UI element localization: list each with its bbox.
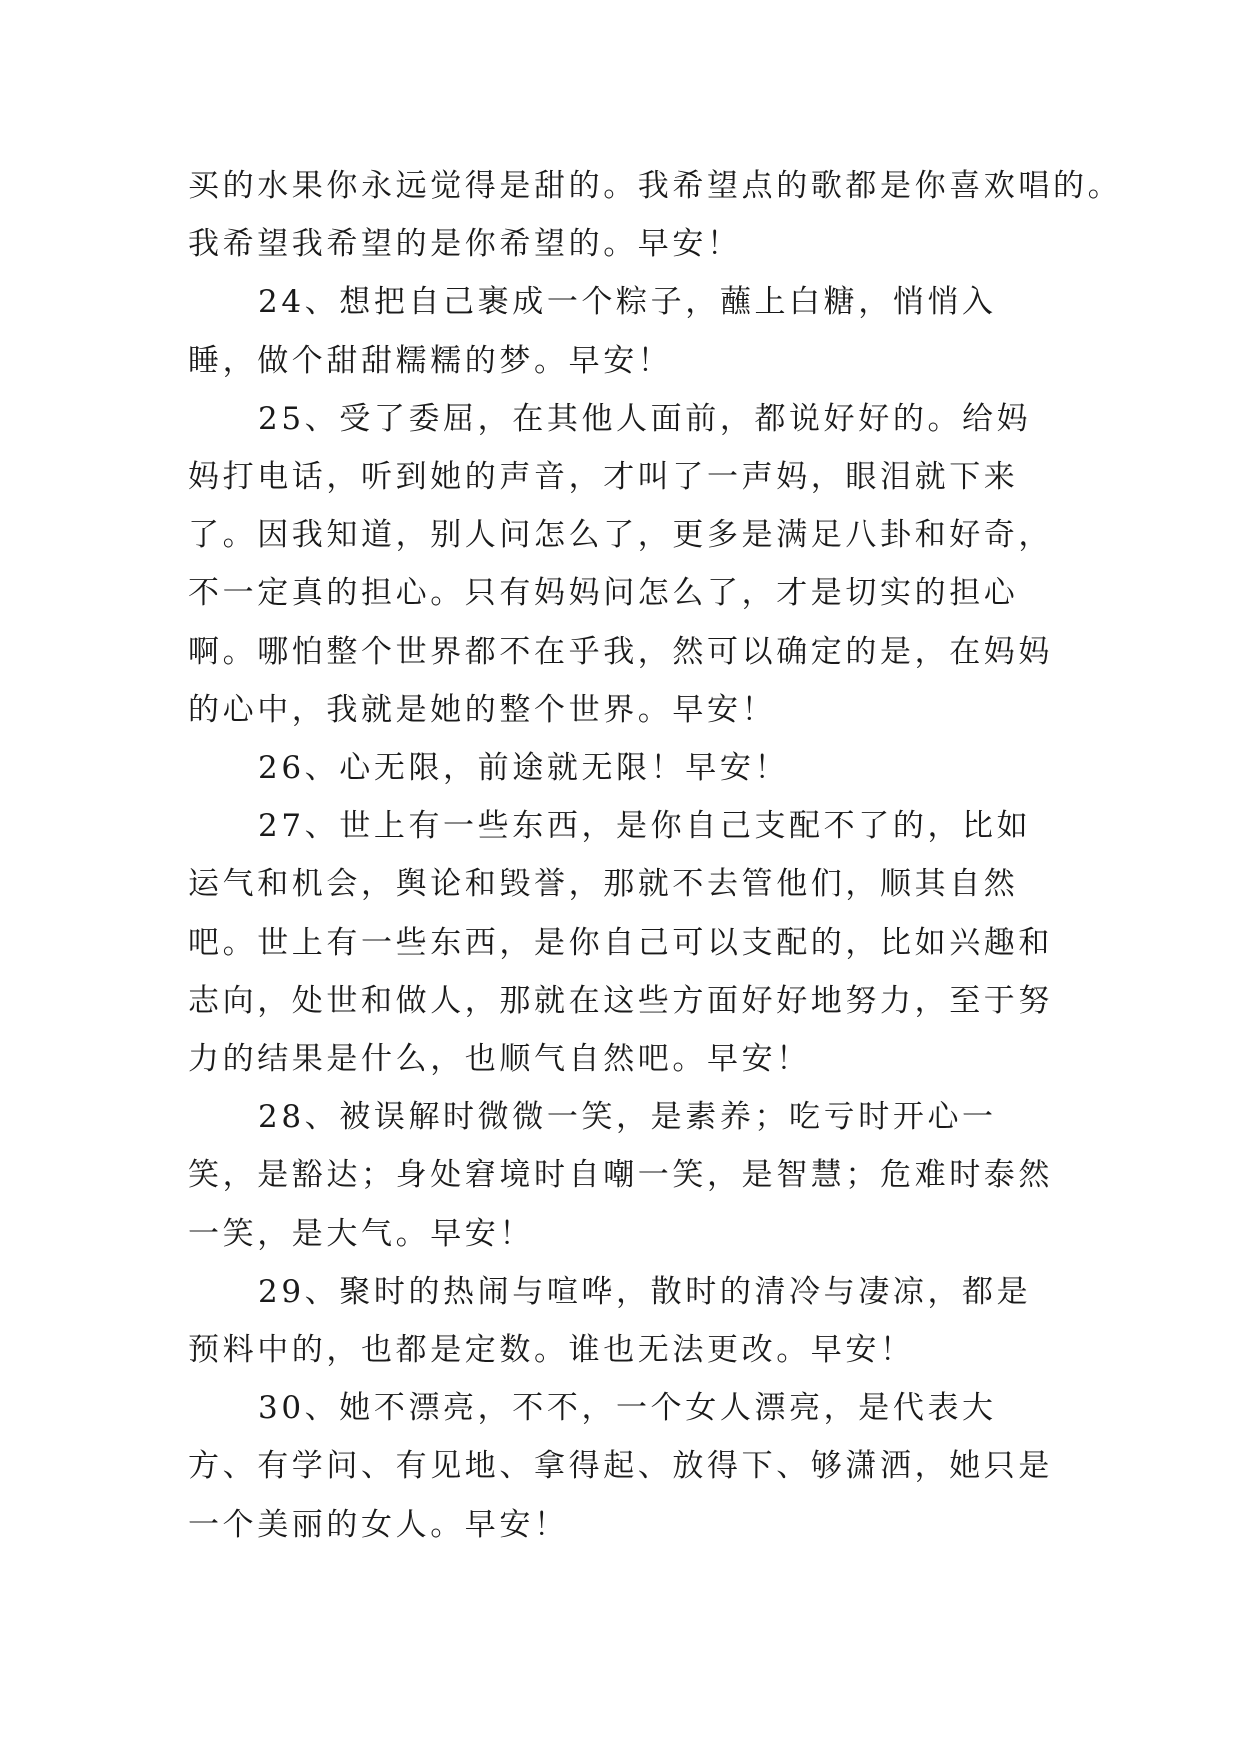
- paragraph-30: 30、她不漂亮，不不，一个女人漂亮，是代表大方、有学问、有见地、拿得起、放得下、够潇洒，她只是一个美丽的女人。早安！: [188, 1390, 1053, 1543]
- paragraph-26: 26、心无限，前途就无限！早安！: [258, 750, 790, 787]
- paragraph-continuation-line-1: 买的水果你永远觉得是甜的。我希望点的歌都是你喜欢唱的。: [188, 168, 1123, 204]
- paragraph-29: 29、聚时的热闹与喧哗，散时的清冷与凄凉，都是预料中的，也都是定数。谁也无法更改。早安！: [188, 1273, 1032, 1369]
- document-body: [188, 157, 1123, 1554]
- paragraph-28: 28、被误解时微微一笑，是素养；吃亏时开心一笑，是豁达；身处窘境时自嘲一笑，是智慧；危难时泰然一笑，是大气。早安！: [188, 1099, 1053, 1252]
- paragraph-continuation-line-2: 我希望我希望的是你希望的。早安！: [188, 226, 742, 263]
- paragraph-27: 27、世上有一些东西，是你自己支配不了的，比如运气和机会，舆论和毁誉，那就不去管他们，顺其自然吧。世上有一些东西，是你自己可以支配的，比如兴趣和志向，处世和做人，那就在这些方面好好地努力，至于努力的结果是什么，也顺气自然吧。早安！: [188, 808, 1053, 1078]
- paragraph-25: 25、受了委屈，在其他人面前，都说好好的。给妈妈打电话，听到她的声音，才叫了一声妈，眼泪就下来了。因我知道，别人问怎么了，更多是满足八卦和好奇，不一定真的担心。只有妈妈问怎么了，才是切实的担心啊。哪怕整个世界都不在乎我，然可以确定的是，在妈妈的心中，我就是她的整个世界。早安！: [188, 400, 1053, 728]
- paragraph-continuation: [188, 157, 1123, 273]
- paragraph-24: 24、想把自己裹成一个粽子，蘸上白糖，悄悄入睡，做个甜甜糯糯的梦。早安！: [188, 284, 997, 379]
